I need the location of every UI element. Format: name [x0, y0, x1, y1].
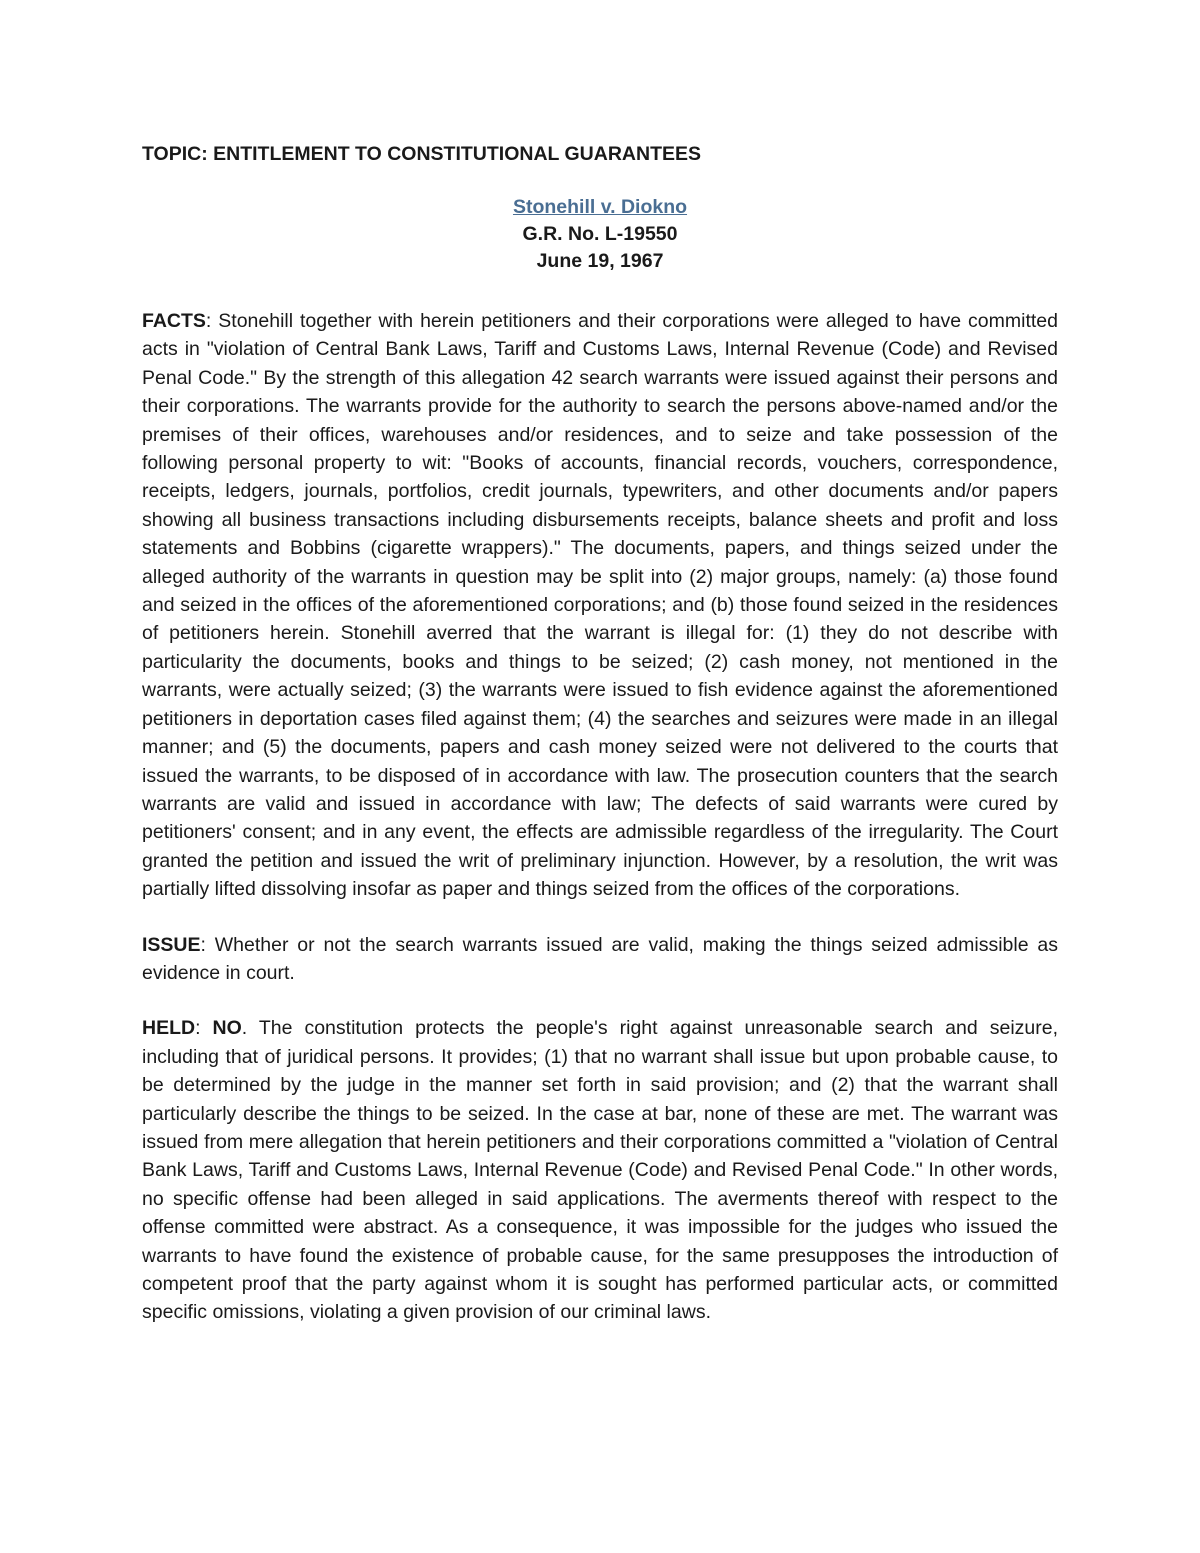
case-gr-number: G.R. No. L-19550 — [522, 223, 678, 245]
held-separator: : — [195, 1017, 213, 1040]
case-header — [142, 194, 1058, 275]
held-text: . The constitution protects the people's right against unreasonable search and seizure, including that of juridical persons. It provides; (1) that no warrant shall issue but upon probable cause, to be determined by the judge in the manner set forth in said provision; and (2) that the warrant shall particularly describe the things to be seized. In the case at bar, none of these are met. The warrant was issued from mere allegation that herein petitioners and their corporations committed a "violation of Central Bank Laws, Tariff and Customs Laws, Internal Revenue (Code) and Revised Penal Code." In other words, no specific offense had been alleged in said applications. The averments thereof with respect to the offense committed were abstract. As a consequence, it was impossible for the judges who issued the warrants to have found the existence of probable cause, for the same presupposes the introduction of competent proof that the party against whom it is sought has performed particular acts, or committed specific omissions, violating a given provision of our criminal laws. — [142, 1017, 1058, 1324]
document-page — [142, 140, 1058, 1327]
issue-text: Whether or not the search warrants issued are valid, making the things seized admissible as evidence in court. — [142, 933, 1058, 984]
issue-paragraph — [142, 931, 1058, 988]
case-date: June 19, 1967 — [536, 250, 664, 272]
topic-heading: TOPIC: ENTITLEMENT TO CONSTITUTIONAL GUARANTEES — [142, 143, 702, 165]
held-label: HELD — [142, 1017, 196, 1040]
facts-label: FACTS — [142, 310, 206, 332]
issue-label: ISSUE — [142, 933, 201, 956]
facts-text: Stonehill together with herein petitioners and their corporations were alleged to have committed acts in "violation of Central Bank Laws, Tariff and Customs Laws, Internal Revenue (Code) and Revised Penal Code." By the strength of this allegation 42 search warrants were issued against their persons and their corporations. The warrants provide for the authority to search the persons above-named and/or the premises of their offices, warehouses and/or residences, and to seize and take possession of the following personal property to wit: "Books of accounts, financial records, vouchers, correspondence, receipts, ledgers, journals, portfolios, credit journals, typewriters, and other documents and/or papers showing all business transactions including disbursements receipts, balance sheets and profit and loss statements and Bobbins (cigarette wrappers)." The documents, papers, and things seized under the alleged authority of the warrants in question may be split into (2) major groups, namely: (a) those found and seized in the offices of the aforementioned corporations; and (b) those found seized in the residences of petitioners herein. Stonehill averred that the warrant is illegal for: (1) they do not describe with particularity the documents, books and things to be seized; (2) cash money, not mentioned in the warrants, were actually seized; (3) the warrants were issued to fish evidence against the aforementioned petitioners in deportation cases filed against them; (4) the searches and seizures were made in an illegal manner; and (5) the documents, papers and cash money seized were not delivered to the courts that issued the warrants, to be disposed of in accordance with law. The prosecution counters that the search warrants are valid and issued in accordance with law; The defects of said warrants were cured by petitioners' consent; and in any event, the effects are admissible regardless of the irregularity. The Court granted the petition and issued the writ of preliminary injunction. However, by a resolution, the writ was partially lifted dissolving insofar as paper and things seized from the offices of the corporations. — [142, 310, 1058, 901]
facts-paragraph — [142, 307, 1058, 904]
case-title-link[interactable]: Stonehill v. Diokno — [512, 196, 688, 218]
issue-separator: : — [200, 933, 206, 956]
held-paragraph — [142, 1014, 1058, 1326]
held-answer: NO — [212, 1017, 242, 1040]
facts-separator: : — [205, 310, 212, 332]
